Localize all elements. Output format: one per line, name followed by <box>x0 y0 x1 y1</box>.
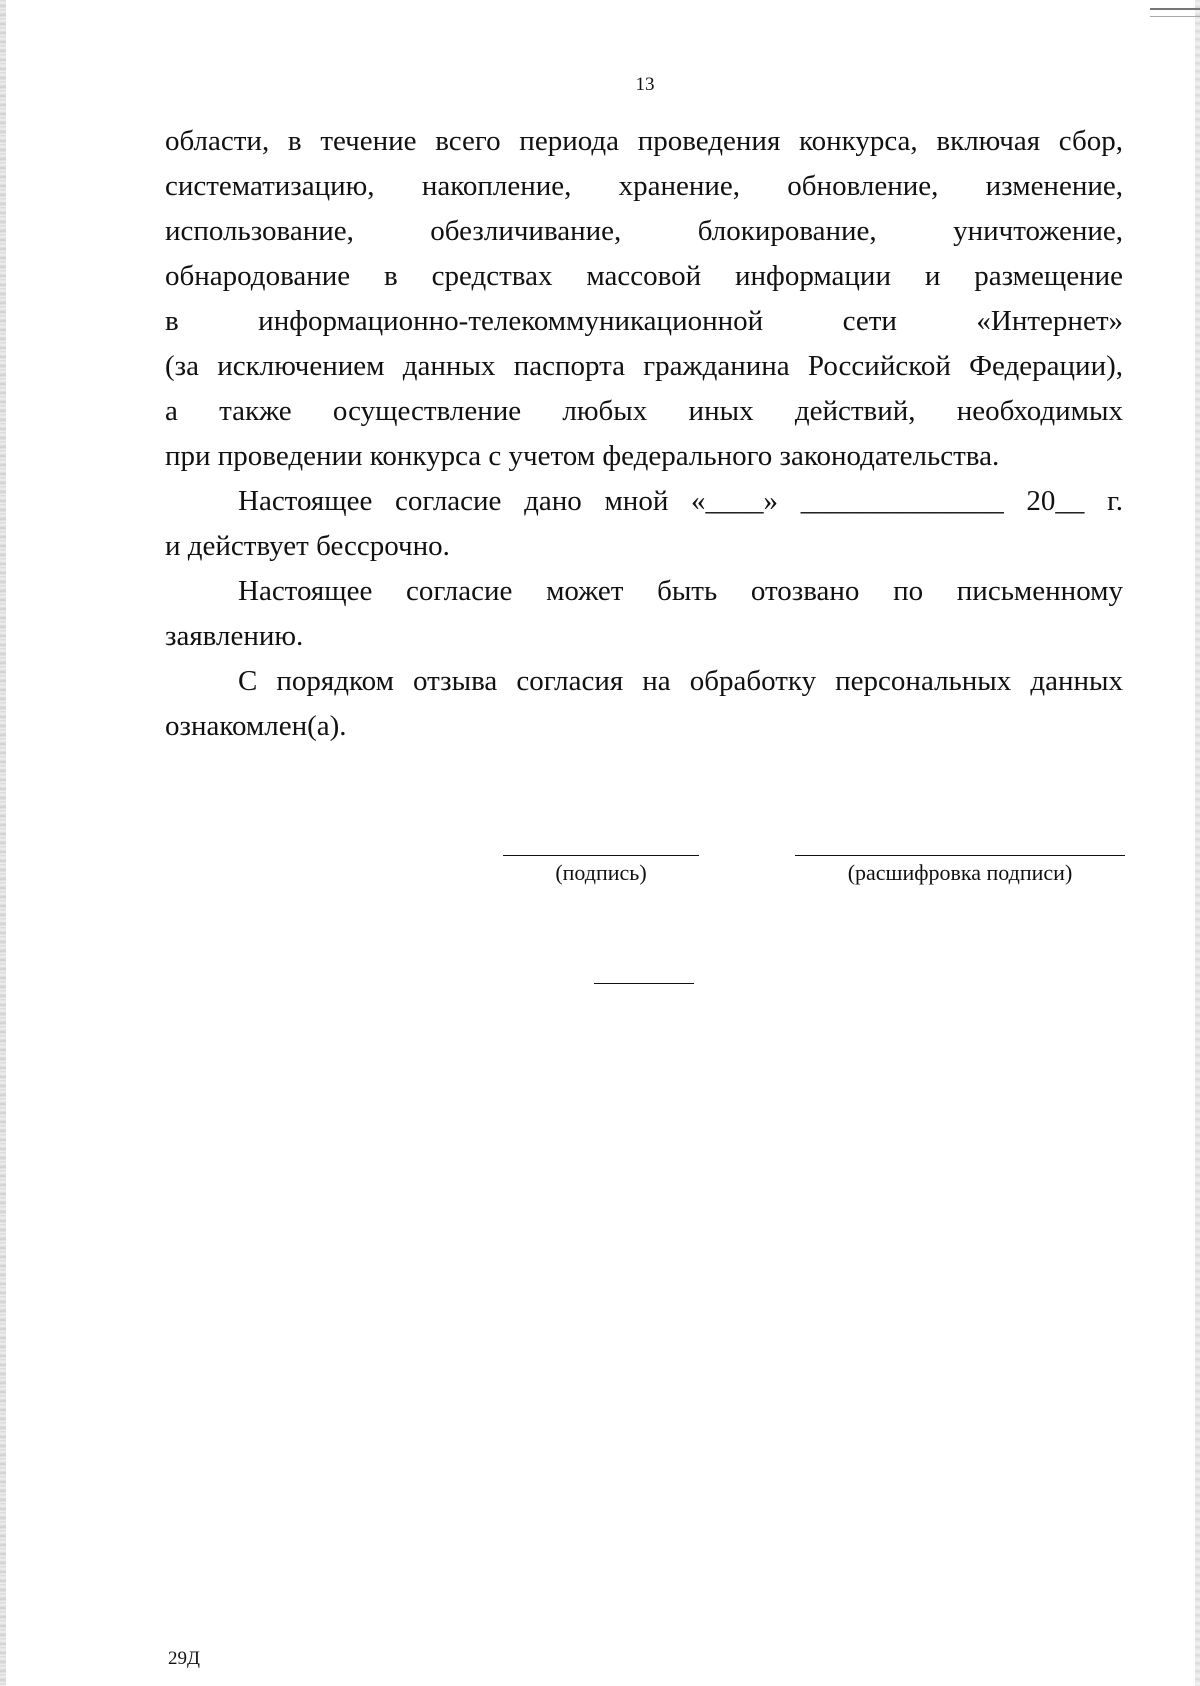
text-line: (за исключением данных паспорта гражданина Российской Федерации), <box>165 350 1123 382</box>
signature-transcript-caption: (расшифровка подписи) <box>847 860 1073 885</box>
document-code: 29Д <box>168 1648 200 1669</box>
scan-edge-corner <box>1150 8 1200 17</box>
text-line: обнародование в средствах массовой информации и размещение <box>165 260 1123 292</box>
text-line: С порядком отзыва согласия на обработку персональных данных <box>238 665 1123 697</box>
scan-edge-left <box>0 0 6 1686</box>
text-line: а также осуществление любых иных действий, необходимых <box>165 395 1123 427</box>
text-line: систематизацию, накопление, хранение, обновление, изменение, <box>165 170 1123 202</box>
paragraph-consent-date <box>165 479 1123 569</box>
page-number: 13 <box>635 74 655 95</box>
end-of-document-rule <box>594 983 694 984</box>
text-line: заявлению. <box>165 620 304 652</box>
text-line: и действует бессрочно. <box>165 530 450 562</box>
paragraph-consent-revocation <box>165 569 1123 659</box>
signature-line <box>503 855 699 856</box>
text-line: Настоящее согласие дано мной «____» ______________ 20__ г. <box>238 485 1123 517</box>
scan-edge-right <box>1195 0 1200 1686</box>
signature-transcript-line <box>795 855 1125 856</box>
text-line: в информационно-телекоммуникационной сети «Интернет» <box>165 305 1123 337</box>
signature-caption: (подпись) <box>555 860 647 885</box>
text-line: использование, обезличивание, блокирование, уничтожение, <box>165 215 1123 247</box>
paragraph-acknowledgement <box>165 659 1123 749</box>
text-line: при проведении конкурса с учетом федерального законодательства. <box>165 440 1000 472</box>
paragraph-consent-scope <box>165 119 1123 479</box>
text-line: Настоящее согласие может быть отозвано по письменному <box>238 575 1123 607</box>
text-line: ознакомлен(а). <box>165 710 347 742</box>
text-line: области, в течение всего периода проведения конкурса, включая сбор, <box>165 125 1123 157</box>
